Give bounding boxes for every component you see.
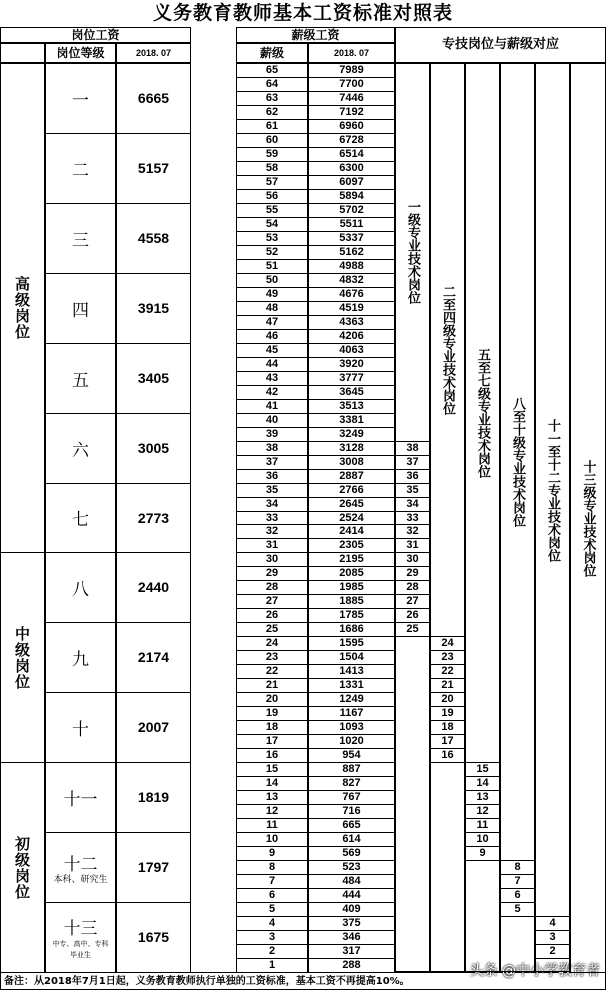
salary-level-cell: 43 <box>236 371 308 386</box>
salary-level-cell: 30 <box>236 552 308 567</box>
mapping-empty-cell <box>395 636 430 972</box>
salary-amount-cell: 1093 <box>308 720 395 735</box>
salary-level-cell: 5 <box>236 902 308 917</box>
grade-cell <box>45 483 116 554</box>
salary-level-cell: 29 <box>236 566 308 581</box>
salary-level-cell: 40 <box>236 413 308 428</box>
salary-level-cell: 47 <box>236 315 308 330</box>
grade-label: 九 <box>72 650 89 671</box>
salary-amount-cell: 3920 <box>308 357 395 372</box>
salary-level-cell: 10 <box>236 832 308 847</box>
mapping-label-text: 一级专业技术岗位 <box>405 200 420 305</box>
salary-level-cell: 21 <box>236 678 308 693</box>
grade-cell <box>45 762 116 833</box>
footer-note: 备注：从2018年7月1日起，义务教育教师执行单独的工资标准，基本工资不再提高10%。 <box>0 972 606 990</box>
salary-amount-cell: 7989 <box>308 63 395 78</box>
salary-level-cell: 1 <box>236 958 308 973</box>
grade-label: 十一 <box>63 790 98 811</box>
salary-amount-cell: 523 <box>308 860 395 875</box>
mapping-column-label <box>430 63 465 637</box>
salary-amount-cell: 1020 <box>308 734 395 749</box>
mapping-level-cell: 20 <box>430 692 465 707</box>
mapping-level-cell: 2 <box>535 944 570 959</box>
mapping-column-label <box>570 63 606 973</box>
salary-level-cell: 28 <box>236 580 308 595</box>
salary-amount-cell: 569 <box>308 846 395 861</box>
grade-wage-cell: 2773 <box>116 483 191 554</box>
salary-amount-cell: 1167 <box>308 706 395 721</box>
group-label-text: 初级岗位 <box>13 835 31 900</box>
salary-level-cell: 33 <box>236 511 308 526</box>
salary-amount-cell: 7700 <box>308 77 395 92</box>
salary-level-cell: 8 <box>236 860 308 875</box>
salary-level-cell: 32 <box>236 524 308 539</box>
mapping-level-cell: 37 <box>395 455 430 470</box>
salary-amount-cell: 5162 <box>308 245 395 260</box>
salary-amount-cell: 5702 <box>308 203 395 218</box>
salary-level-cell: 7 <box>236 874 308 889</box>
salary-level-cell: 12 <box>236 804 308 819</box>
salary-amount-cell: 7446 <box>308 91 395 106</box>
salary-level-cell: 52 <box>236 245 308 260</box>
mapping-level-cell: 13 <box>465 790 500 805</box>
salary-level-cell: 18 <box>236 720 308 735</box>
salary-level-cell: 37 <box>236 455 308 470</box>
mapping-level-cell: 15 <box>465 762 500 777</box>
left-table-header: 岗位工资 <box>0 27 191 43</box>
salary-level-cell: 31 <box>236 538 308 553</box>
page-title: 义务教育教师基本工资标准对照表 <box>152 2 453 24</box>
mapping-level-cell: 5 <box>500 902 535 917</box>
salary-amount-cell: 1985 <box>308 580 395 595</box>
mapping-level-cell: 16 <box>430 748 465 763</box>
grade-label: 十三 <box>63 919 98 940</box>
salary-level-cell: 57 <box>236 175 308 190</box>
salary-amount-cell: 2414 <box>308 524 395 539</box>
salary-amount-cell: 4363 <box>308 315 395 330</box>
mapping-label-text: 二至四级专业技术岗位 <box>440 285 455 416</box>
salary-level-cell: 45 <box>236 343 308 358</box>
salary-amount-cell: 827 <box>308 776 395 791</box>
mapping-level-cell: 12 <box>465 804 500 819</box>
salary-level-cell: 35 <box>236 483 308 498</box>
mapping-label-text: 十三级专业技术岗位 <box>580 459 596 577</box>
grade-wage-cell: 3405 <box>116 343 191 414</box>
mapping-level-cell: 10 <box>465 832 500 847</box>
salary-table-header: 薪级工资 <box>236 27 395 43</box>
salary-amount-cell: 716 <box>308 804 395 819</box>
mapping-level-cell: 34 <box>395 497 430 512</box>
salary-amount-cell: 288 <box>308 958 395 973</box>
mapping-column-label <box>500 63 535 861</box>
left-col-blank-header <box>0 43 45 63</box>
mapping-level-cell: 7 <box>500 874 535 889</box>
salary-level-cell: 19 <box>236 706 308 721</box>
left-group-label <box>0 63 45 553</box>
mapping-level-cell: 22 <box>430 664 465 679</box>
salary-amount-cell: 1413 <box>308 664 395 679</box>
salary-amount-cell: 1686 <box>308 622 395 637</box>
salary-level-cell: 44 <box>236 357 308 372</box>
mapping-column-label <box>535 63 570 917</box>
left-col-grade-header: 岗位等级 <box>45 43 116 63</box>
group-label-text: 高级岗位 <box>13 276 31 341</box>
grade-label: 十 <box>72 720 89 741</box>
salary-amount-cell: 2305 <box>308 538 395 553</box>
salary-level-cell: 3 <box>236 930 308 945</box>
salary-level-cell: 46 <box>236 329 308 344</box>
mapping-label-text: 五至七级专业技术岗位 <box>475 348 490 479</box>
mapping-level-cell: 23 <box>430 650 465 665</box>
salary-level-cell: 54 <box>236 217 308 232</box>
grade-wage-cell: 2174 <box>116 622 191 693</box>
salary-amount-cell: 7192 <box>308 105 395 120</box>
salary-level-cell: 42 <box>236 385 308 400</box>
salary-amount-cell: 3381 <box>308 413 395 428</box>
mapping-column-label <box>395 63 430 442</box>
salary-amount-cell: 3008 <box>308 455 395 470</box>
grade-wage-cell: 1675 <box>116 902 191 973</box>
salary-level-cell: 62 <box>236 105 308 120</box>
grade-cell <box>45 343 116 414</box>
grade-label: 八 <box>72 580 89 601</box>
salary-amount-cell: 375 <box>308 916 395 931</box>
salary-level-cell: 51 <box>236 259 308 274</box>
salary-amount-cell: 2524 <box>308 511 395 526</box>
salary-level-cell: 13 <box>236 790 308 805</box>
grade-wage-cell: 6665 <box>116 63 191 134</box>
grade-cell <box>45 902 116 973</box>
salary-col-level-header: 薪级 <box>236 43 308 63</box>
grade-cell <box>45 63 116 134</box>
salary-amount-cell: 346 <box>308 930 395 945</box>
grade-label: 二 <box>72 160 89 181</box>
grade-label: 三 <box>72 230 89 251</box>
salary-amount-cell: 6514 <box>308 147 395 162</box>
salary-level-cell: 20 <box>236 692 308 707</box>
salary-level-cell: 22 <box>236 664 308 679</box>
salary-amount-cell: 2085 <box>308 566 395 581</box>
salary-level-cell: 60 <box>236 133 308 148</box>
salary-amount-cell: 4519 <box>308 301 395 316</box>
salary-amount-cell: 5337 <box>308 231 395 246</box>
salary-amount-cell: 4206 <box>308 329 395 344</box>
salary-level-cell: 24 <box>236 636 308 651</box>
salary-amount-cell: 409 <box>308 902 395 917</box>
mapping-level-cell: 6 <box>500 888 535 903</box>
mapping-level-cell: 26 <box>395 608 430 623</box>
mapping-level-cell: 28 <box>395 580 430 595</box>
salary-level-cell: 25 <box>236 622 308 637</box>
salary-amount-cell: 1249 <box>308 692 395 707</box>
grade-wage-cell: 1797 <box>116 832 191 903</box>
salary-amount-cell: 5511 <box>308 217 395 232</box>
mapping-level-cell: 17 <box>430 734 465 749</box>
mapping-level-cell: 27 <box>395 594 430 609</box>
salary-level-cell: 61 <box>236 119 308 134</box>
salary-amount-cell: 4063 <box>308 343 395 358</box>
salary-amount-cell: 2766 <box>308 483 395 498</box>
salary-level-cell: 63 <box>236 91 308 106</box>
salary-level-cell: 2 <box>236 944 308 959</box>
mapping-empty-cell <box>535 958 570 972</box>
salary-amount-cell: 1885 <box>308 594 395 609</box>
grade-label: 六 <box>72 440 89 461</box>
mapping-header: 专技岗位与薪级对应 <box>395 27 606 63</box>
left-col-date-header: 2018. 07 <box>116 43 191 63</box>
salary-level-cell: 36 <box>236 469 308 484</box>
salary-level-cell: 53 <box>236 231 308 246</box>
mapping-level-cell: 11 <box>465 818 500 833</box>
mapping-level-cell: 31 <box>395 538 430 553</box>
salary-amount-cell: 1331 <box>308 678 395 693</box>
salary-level-cell: 6 <box>236 888 308 903</box>
grade-wage-cell: 1819 <box>116 762 191 833</box>
mapping-level-cell: 35 <box>395 483 430 498</box>
salary-level-cell: 15 <box>236 762 308 777</box>
grade-wage-cell: 5157 <box>116 133 191 204</box>
salary-level-cell: 48 <box>236 301 308 316</box>
salary-amount-cell: 3513 <box>308 399 395 414</box>
salary-level-cell: 4 <box>236 916 308 931</box>
salary-amount-cell: 4988 <box>308 259 395 274</box>
salary-amount-cell: 484 <box>308 874 395 889</box>
salary-amount-cell: 3645 <box>308 385 395 400</box>
left-group-label <box>0 552 45 763</box>
grade-cell <box>45 133 116 204</box>
mapping-level-cell: 4 <box>535 916 570 931</box>
grade-wage-cell: 3915 <box>116 273 191 344</box>
grade-cell <box>45 832 116 903</box>
salary-amount-cell: 5894 <box>308 189 395 204</box>
grade-label: 十二 <box>63 854 98 875</box>
salary-level-cell: 14 <box>236 776 308 791</box>
mapping-level-cell: 38 <box>395 441 430 456</box>
salary-amount-cell: 887 <box>308 762 395 777</box>
grade-note: 中专、高中、专科毕业生 <box>52 940 109 960</box>
salary-level-cell: 34 <box>236 497 308 512</box>
salary-level-cell: 64 <box>236 77 308 92</box>
mapping-level-cell: 33 <box>395 511 430 526</box>
salary-amount-cell: 6960 <box>308 119 395 134</box>
salary-amount-cell: 665 <box>308 818 395 833</box>
salary-level-cell: 16 <box>236 748 308 763</box>
salary-level-cell: 38 <box>236 441 308 456</box>
salary-amount-cell: 767 <box>308 790 395 805</box>
mapping-level-cell: 9 <box>465 846 500 861</box>
mapping-level-cell: 36 <box>395 469 430 484</box>
grade-wage-cell: 2007 <box>116 692 191 763</box>
salary-level-cell: 59 <box>236 147 308 162</box>
mapping-empty-cell <box>465 860 500 972</box>
salary-amount-cell: 2645 <box>308 497 395 512</box>
mapping-empty-cell <box>430 762 465 972</box>
salary-level-cell: 17 <box>236 734 308 749</box>
salary-level-cell: 65 <box>236 63 308 78</box>
mapping-label-text: 八至十级专业技术岗位 <box>510 397 525 528</box>
salary-amount-cell: 614 <box>308 832 395 847</box>
mapping-level-cell: 8 <box>500 860 535 875</box>
salary-level-cell: 49 <box>236 287 308 302</box>
salary-amount-cell: 444 <box>308 888 395 903</box>
salary-level-cell: 11 <box>236 818 308 833</box>
grade-wage-cell: 2440 <box>116 552 191 623</box>
watermark: 头条 @中小学教育者 <box>469 963 600 979</box>
grade-wage-cell: 4558 <box>116 203 191 274</box>
mapping-level-cell: 21 <box>430 678 465 693</box>
salary-level-cell: 55 <box>236 203 308 218</box>
salary-amount-cell: 3777 <box>308 371 395 386</box>
salary-level-cell: 26 <box>236 608 308 623</box>
salary-amount-cell: 954 <box>308 748 395 763</box>
mapping-level-cell: 32 <box>395 524 430 539</box>
salary-level-cell: 9 <box>236 846 308 861</box>
grade-label: 七 <box>72 510 89 531</box>
left-group-label <box>0 762 45 973</box>
mapping-empty-cell <box>500 916 535 972</box>
group-label-text: 中级岗位 <box>13 625 31 690</box>
salary-amount-cell: 3128 <box>308 441 395 456</box>
grade-label: 五 <box>72 370 89 391</box>
salary-level-cell: 56 <box>236 189 308 204</box>
salary-amount-cell: 6097 <box>308 175 395 190</box>
salary-amount-cell: 1504 <box>308 650 395 665</box>
mapping-level-cell: 19 <box>430 706 465 721</box>
salary-amount-cell: 1595 <box>308 636 395 651</box>
grade-note: 本科、研究生 <box>53 874 108 885</box>
mapping-level-cell: 25 <box>395 622 430 637</box>
mapping-level-cell: 24 <box>430 636 465 651</box>
grade-cell <box>45 273 116 344</box>
grade-cell <box>45 203 116 274</box>
grade-cell <box>45 692 116 763</box>
salary-level-cell: 27 <box>236 594 308 609</box>
grade-cell <box>45 413 116 484</box>
salary-amount-cell: 2887 <box>308 469 395 484</box>
grade-cell <box>45 622 116 693</box>
salary-amount-cell: 2195 <box>308 552 395 567</box>
salary-amount-cell: 3249 <box>308 427 395 442</box>
grade-wage-cell: 3005 <box>116 413 191 484</box>
mapping-label-text: 十一至十二专业技术岗位 <box>545 418 560 562</box>
salary-amount-cell: 4832 <box>308 273 395 288</box>
salary-level-cell: 50 <box>236 273 308 288</box>
grade-label: 四 <box>72 300 89 321</box>
salary-amount-cell: 1785 <box>308 608 395 623</box>
salary-level-cell: 58 <box>236 161 308 176</box>
salary-level-cell: 41 <box>236 399 308 414</box>
mapping-level-cell: 14 <box>465 776 500 791</box>
salary-amount-cell: 6300 <box>308 161 395 176</box>
mapping-level-cell: 18 <box>430 720 465 735</box>
grade-cell <box>45 552 116 623</box>
mapping-level-cell: 29 <box>395 566 430 581</box>
mapping-level-cell: 3 <box>535 930 570 945</box>
salary-amount-cell: 317 <box>308 944 395 959</box>
mapping-column-label <box>465 63 500 763</box>
grade-label: 一 <box>72 90 89 111</box>
mapping-level-cell: 30 <box>395 552 430 567</box>
salary-amount-cell: 6728 <box>308 133 395 148</box>
salary-col-date-header: 2018. 07 <box>308 43 395 63</box>
salary-level-cell: 39 <box>236 427 308 442</box>
salary-level-cell: 23 <box>236 650 308 665</box>
salary-amount-cell: 4676 <box>308 287 395 302</box>
